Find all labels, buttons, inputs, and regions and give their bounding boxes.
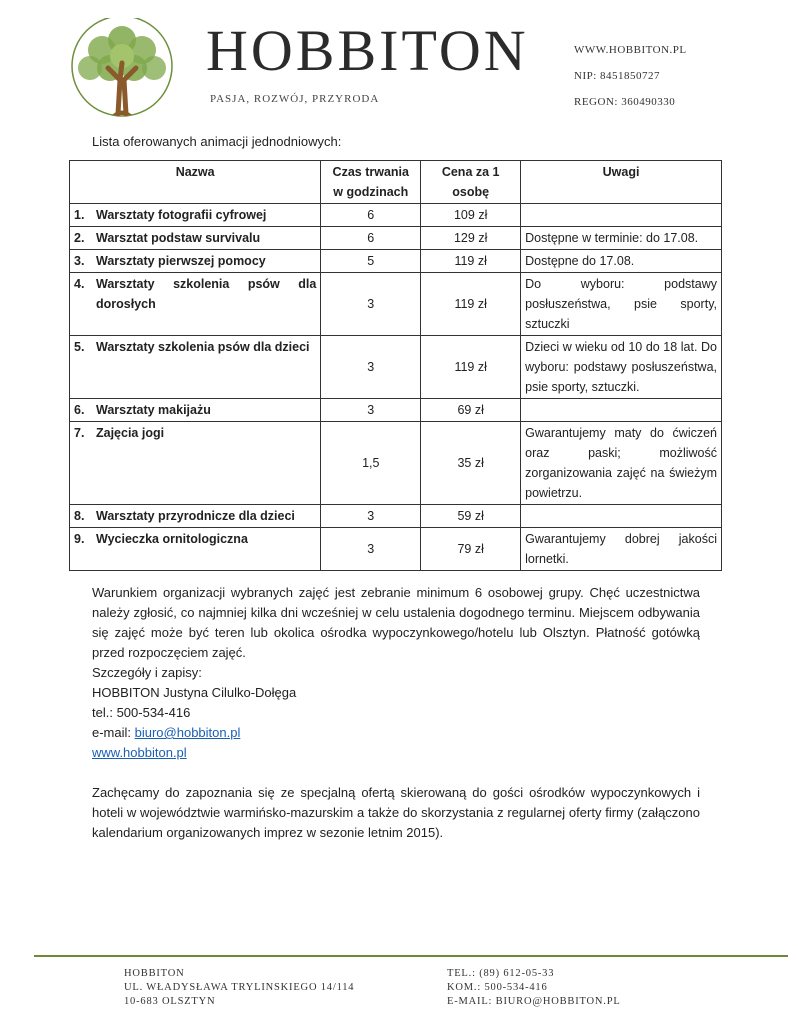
contact-name: HOBBITON Justyna Cilulko-Dołęga	[92, 685, 297, 700]
table-row	[70, 505, 722, 528]
table-row	[70, 273, 722, 336]
row-number: 9.	[74, 532, 85, 546]
table-header-row	[70, 161, 722, 204]
table-row	[70, 422, 722, 505]
email-link[interactable]: biuro@hobbiton.pl	[134, 725, 241, 740]
brand-name: HOBBITON	[206, 18, 529, 83]
body-text	[92, 583, 700, 843]
row-name: Warsztaty fotografii cyfrowej	[96, 208, 267, 222]
row-price: 119 zł	[421, 336, 521, 399]
header-price-line2: osobę	[452, 185, 490, 199]
row-name: Warsztaty szkolenia psów dla dzieci	[96, 340, 310, 354]
row-number: 3.	[74, 254, 85, 268]
company-website[interactable]: WWW.HOBBITON.PL	[574, 44, 687, 56]
row-notes: Dzieci w wieku od 10 do 18 lat. Do wyboru: podstawy posłuszeństwa, psie sporty, sztuczki.	[521, 336, 722, 399]
footer-street: UL. WŁADYSŁAWA TRYLINSKIEGO 14/114	[124, 982, 355, 993]
header-price-line1: Cena za 1	[441, 165, 500, 179]
row-price: 69 zł	[421, 399, 521, 422]
tree-logo-icon	[68, 18, 176, 122]
row-price: 59 zł	[421, 505, 521, 528]
spacer	[92, 763, 700, 783]
table-row	[70, 399, 722, 422]
footer-contact	[447, 967, 621, 1009]
row-price: 119 zł	[421, 250, 521, 273]
table-row	[70, 204, 722, 227]
row-price: 129 zł	[421, 227, 521, 250]
row-name: Wycieczka ornitologiczna	[96, 532, 248, 546]
contact-email-line	[92, 723, 700, 743]
row-number: 7.	[74, 426, 85, 440]
footer-tel: TEL.: (89) 612-05-33	[447, 968, 555, 979]
row-time: 6	[321, 227, 421, 250]
website-link[interactable]: www.hobbiton.pl	[92, 745, 187, 760]
row-number: 6.	[74, 403, 85, 417]
table-row	[70, 250, 722, 273]
row-price: 119 zł	[421, 273, 521, 336]
row-price: 35 zł	[421, 422, 521, 505]
row-notes	[521, 399, 722, 422]
row-time: 3	[321, 528, 421, 571]
header-notes: Uwagi	[521, 161, 722, 204]
row-time: 1,5	[321, 422, 421, 505]
footer-kom: KOM.: 500-534-416	[447, 982, 548, 993]
header-time	[321, 161, 421, 204]
header-price	[421, 161, 521, 204]
row-notes: Dostępne w terminie: do 17.08.	[521, 227, 722, 250]
footer-email[interactable]: E-MAIL: BIURO@HOBBITON.PL	[447, 996, 621, 1007]
company-regon: REGON: 360490330	[574, 96, 676, 108]
conditions-paragraph: Warunkiem organizacji wybranych zajęć jest zebranie minimum 6 osobowej grupy. Chęć uczestnictwa należy zgłosić, co najmniej kilka dni wcześniej w celu ustalenia dogodnego terminu. Miejscem odbywania się zajęć może być teren lub okolica ośrodka wypoczynkowego/hotelu lub Olsztyn. Płatność gotówką przed rozpoczęciem zajęć.	[92, 585, 700, 660]
row-notes	[521, 505, 722, 528]
row-notes	[521, 204, 722, 227]
brand-tagline: PASJA, ROZWÓJ, PRZYRODA	[210, 93, 380, 105]
row-number: 2.	[74, 231, 85, 245]
row-name: Warsztat podstaw survivalu	[96, 231, 261, 245]
row-price: 79 zł	[421, 528, 521, 571]
row-time: 3	[321, 505, 421, 528]
email-label: e-mail:	[92, 725, 135, 740]
footer-address	[124, 967, 354, 1009]
footer-company: HOBBITON	[124, 968, 185, 979]
row-time: 5	[321, 250, 421, 273]
table-row	[70, 227, 722, 250]
row-time: 3	[321, 336, 421, 399]
row-notes: Do wyboru: podstawy posłuszeństwa, psie sporty, sztuczki	[521, 273, 722, 336]
row-time: 3	[321, 399, 421, 422]
row-time: 3	[321, 273, 421, 336]
row-notes: Gwarantujemy dobrej jakości lornetki.	[521, 528, 722, 571]
row-number: 1.	[74, 208, 85, 222]
company-info	[574, 37, 687, 115]
offer-intro: Lista oferowanych animacji jednodniowych:	[92, 134, 342, 149]
header-name: Nazwa	[70, 161, 321, 204]
invitation-paragraph: Zachęcamy do zapoznania się ze specjalną ofertą skierowaną do gości ośrodków wypoczynkowych i hoteli w województwie warmińsko-mazurskim a także do skorzystania z regularnej oferty firmy (załączono kalendarium organizowanych imprez w sezonie letnim 2015).	[92, 785, 700, 840]
footer-divider	[34, 955, 788, 957]
header-time-line2: w godzinach	[333, 185, 409, 199]
row-time: 6	[321, 204, 421, 227]
row-number: 4.	[74, 277, 85, 291]
row-notes: Dostępne do 17.08.	[521, 250, 722, 273]
offers-table	[69, 160, 722, 571]
contact-phone: tel.: 500-534-416	[92, 705, 191, 720]
table-row	[70, 528, 722, 571]
row-number: 8.	[74, 509, 85, 523]
row-name: Warsztaty makijażu	[96, 403, 211, 417]
row-price: 109 zł	[421, 204, 521, 227]
table-row	[70, 336, 722, 399]
row-name: Warsztaty przyrodnicze dla dzieci	[96, 509, 295, 523]
row-name: Warsztaty szkolenia psów dla dorosłych	[96, 277, 317, 311]
row-number: 5.	[74, 340, 85, 354]
details-label: Szczegóły i zapisy:	[92, 665, 202, 680]
footer-city: 10-683 OLSZTYN	[124, 996, 216, 1007]
row-name: Zajęcia jogi	[96, 426, 165, 440]
header-time-line1: Czas trwania	[332, 165, 409, 179]
company-nip: NIP: 8451850727	[574, 70, 661, 82]
row-notes: Gwarantujemy maty do ćwiczeń oraz paski; możliwość zorganizowania zajęć na świeżym powietrzu.	[521, 422, 722, 505]
row-name: Warsztaty pierwszej pomocy	[96, 254, 266, 268]
